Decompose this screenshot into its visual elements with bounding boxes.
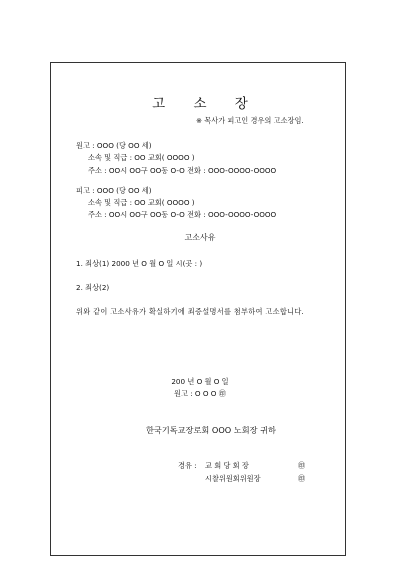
seal-mark: ㊞	[298, 474, 306, 483]
document-note: ※ 목사가 피고인 경우의 고소장임.	[196, 116, 304, 125]
via-inspection-chair: 시찰위원회위원장	[205, 474, 261, 483]
via-label: 경유 :	[178, 461, 197, 470]
plaintiff-signature: 원고 : O O O ㊞	[174, 389, 226, 398]
statement-paragraph: 위와 같이 고소사유가 확실하기에 죄증설명서를 첨부하여 고소합니다.	[76, 307, 305, 316]
reason-2: 2. 죄상(2)	[76, 283, 110, 292]
defendant-affiliation: 소속 및 직급 : OO 교회( OOOO )	[88, 198, 195, 207]
via-session-chair: 교 회 당 회 장	[205, 461, 249, 470]
plaintiff-affiliation: 소속 및 직급 : OO 교회( OOOO )	[88, 153, 195, 162]
addressee-line: 한국기독교장로회 OOO 노회장 귀하	[146, 425, 276, 435]
plaintiff-name: 원고 : OOO (당 OO 세)	[76, 141, 152, 150]
seal-mark: ㊞	[298, 461, 306, 470]
defendant-address: 주소 : OO시 OO구 OO동 O-O 전화 : OOO-OOOO-OOOO	[88, 210, 277, 219]
defendant-name: 피고 : OOO (당 OO 세)	[76, 186, 152, 195]
plaintiff-address: 주소 : OO시 OO구 OO동 O-O 전화 : OOO-OOOO-OOOO	[88, 166, 277, 175]
reasons-heading: 고소사유	[184, 233, 216, 242]
document-title: 고 소 장	[152, 96, 260, 112]
reason-1: 1. 죄상(1) 2000 년 O 월 O 일 시(곳 : )	[76, 259, 203, 268]
document-date: 200 년 O 월 O 일	[171, 377, 229, 386]
